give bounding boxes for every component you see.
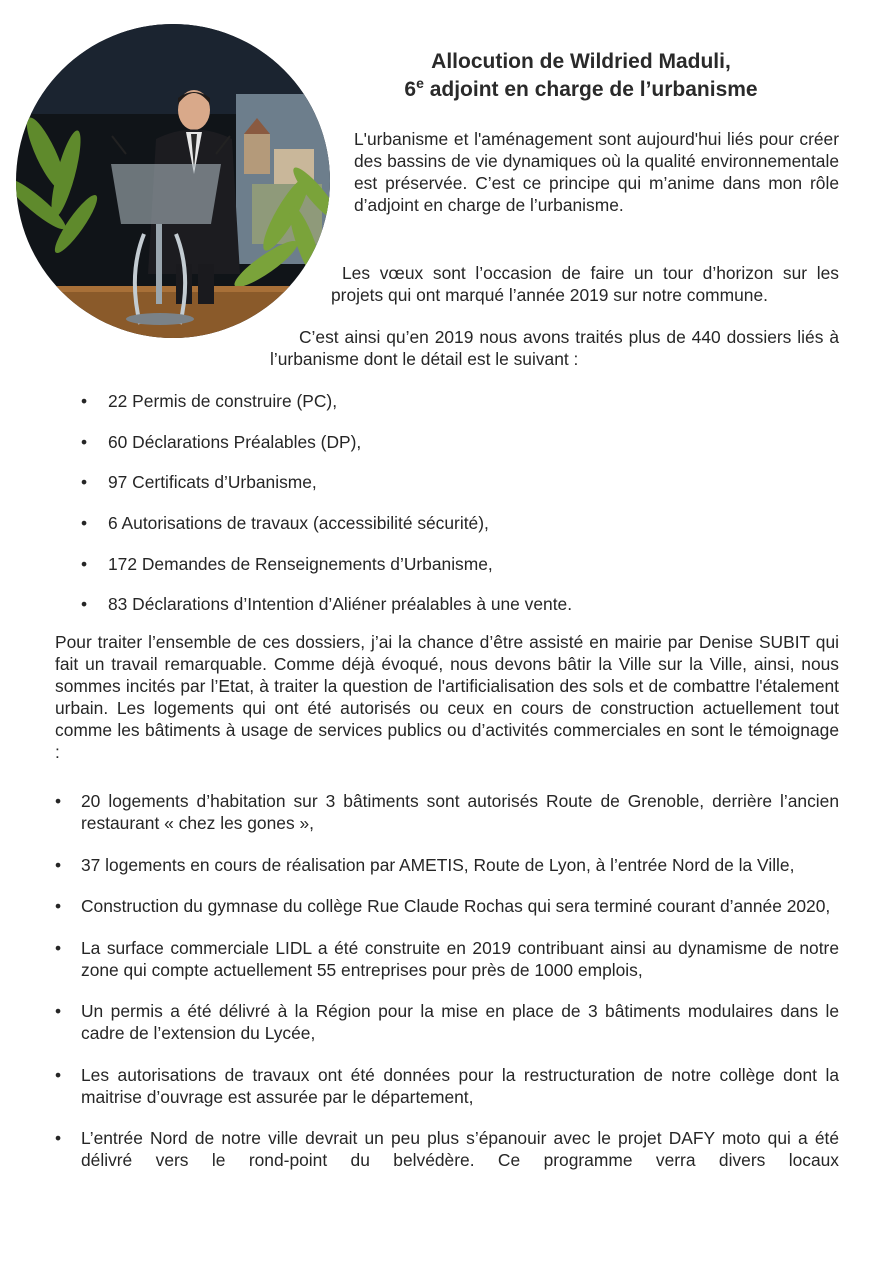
list-item bbox=[56, 471, 572, 493]
bullet-icon: • bbox=[81, 513, 88, 534]
bullet-icon: • bbox=[81, 553, 88, 574]
bullet-icon: • bbox=[81, 391, 88, 411]
list-item bbox=[55, 1127, 839, 1171]
list-item-text: Un permis a été délivré à la Région pour la mise en place de 3 bâtiments modulaires dans le cadre de l’extension du Lycée, bbox=[81, 1001, 839, 1043]
list-item bbox=[55, 790, 839, 834]
speaker-photo bbox=[16, 24, 330, 338]
list-item-text: L’entrée Nord de notre ville devrait un peu plus s’épanouir avec le projet DAFY moto qui a été délivré vers le rond-point du belvédère. Ce programme verra divers locaux bbox=[81, 1128, 839, 1170]
list-item-text: 83 Déclarations d’Intention d’Aliéner préalables à une vente. bbox=[108, 594, 573, 615]
bullet-icon: • bbox=[55, 896, 62, 916]
list-item-text: 20 logements d’habitation sur 3 bâtiments sont autorisés Route de Grenoble, derrière l’ancien restaurant « chez les gones », bbox=[81, 791, 839, 833]
bullet-icon: • bbox=[81, 431, 88, 452]
title-line-1: Allocution de Wildried Maduli, bbox=[431, 50, 731, 73]
list-item-text: 37 logements en cours de réalisation par AMETIS, Route de Lyon, à l’entrée Nord de la Ville, bbox=[81, 854, 795, 875]
bullet-icon: • bbox=[55, 1128, 62, 1148]
projects-list bbox=[55, 790, 839, 1191]
speech-title bbox=[336, 48, 826, 104]
list-item bbox=[55, 895, 839, 917]
list-item bbox=[55, 854, 839, 876]
list-item-text: 60 Déclarations Préalables (DP), bbox=[108, 431, 362, 452]
list-item bbox=[55, 1000, 839, 1044]
list-item bbox=[56, 512, 572, 534]
bullet-icon: • bbox=[55, 854, 62, 875]
bullet-icon: • bbox=[81, 594, 88, 615]
title-line-2 bbox=[336, 76, 826, 104]
list-item-text: 22 Permis de construire (PC), bbox=[108, 391, 338, 411]
intro-paragraph: L'urbanisme et l'aménagement sont aujourd'hui liés pour créer des bassins de vie dynamiques où la qualité environnementale est préservée. C’est ce principe qui m’anime dans mon rôle d’adjoint en charge de l’urbanisme. bbox=[354, 129, 839, 215]
list-item bbox=[56, 553, 572, 575]
list-item-text: Construction du gymnase du collège Rue Claude Rochas qui sera terminé courant d’année 2020, bbox=[81, 896, 831, 916]
assistance-paragraph: Pour traiter l’ensemble de ces dossiers, j’ai la chance d’être assisté en mairie par Denise SUBIT qui fait un travail remarquable. Comme déjà évoqué, nous devons bâtir la Ville sur la Ville, ainsi, nous sommes incités par l’Etat, à traiter la question de l'artificialisation des sols et de combattre l'étalement urbain. Les logements qui ont été autorisés ou ceux en cours de construction actuellement tout comme les bâtiments à usage de services publics ou d’activités commerciales en sont le témoignage : bbox=[55, 632, 839, 762]
list-item-text: Les autorisations de travaux ont été données pour la restructuration de notre collège dont la maitrise d’ouvrage est assurée par le département, bbox=[81, 1064, 839, 1107]
bullet-icon: • bbox=[55, 937, 62, 958]
bullet-icon: • bbox=[55, 1064, 62, 1085]
wishes-paragraph: Les vœux sont l’occasion de faire un tour d’horizon sur les projets qui ont marqué l’année 2019 sur notre commune. bbox=[331, 263, 839, 305]
list-item-text: La surface commerciale LIDL a été construite en 2019 contribuant ainsi au dynamisme de notre zone qui compte actuellement 55 entreprises pour près de 1000 emplois, bbox=[81, 937, 839, 980]
dossiers-list bbox=[56, 390, 572, 634]
dossiers-paragraph: C’est ainsi qu’en 2019 nous avons traités plus de 440 dossiers liés à l’urbanisme dont le détail est le suivant : bbox=[270, 327, 839, 369]
list-item bbox=[56, 390, 572, 412]
list-item bbox=[55, 937, 839, 981]
bullet-icon: • bbox=[81, 472, 88, 493]
list-item-text: 6 Autorisations de travaux (accessibilité sécurité), bbox=[108, 513, 489, 534]
list-item bbox=[55, 1064, 839, 1108]
list-item-text: 172 Demandes de Renseignements d’Urbanisme, bbox=[108, 553, 493, 574]
title-line-2-rest: adjoint en charge de l’urbanisme bbox=[423, 78, 758, 101]
list-item bbox=[56, 593, 572, 615]
title-ordinal-suffix: e bbox=[416, 75, 424, 91]
list-item bbox=[56, 431, 572, 453]
bullet-icon: • bbox=[55, 791, 62, 811]
list-item-text: 97 Certificats d’Urbanisme, bbox=[108, 472, 317, 493]
bullet-icon: • bbox=[55, 1001, 62, 1021]
title-ordinal-number: 6 bbox=[404, 78, 417, 101]
